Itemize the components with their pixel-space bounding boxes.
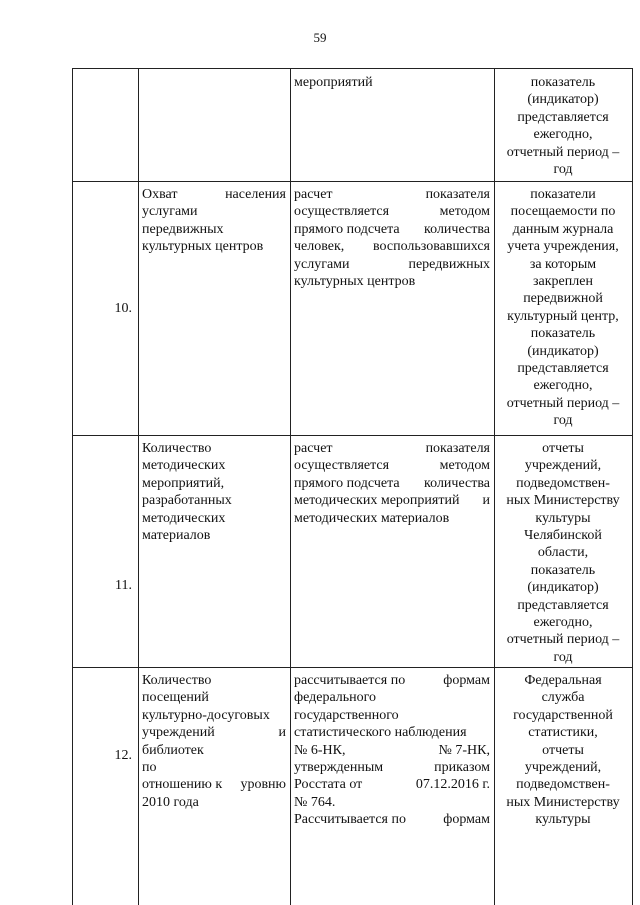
indicator-line bbox=[142, 759, 286, 776]
source-line: отчетный период – bbox=[506, 632, 620, 648]
method-line: № 764. bbox=[294, 794, 336, 810]
page-number: 59 bbox=[313, 30, 327, 45]
method-word: приказом bbox=[434, 760, 490, 776]
method-word: услугами bbox=[294, 256, 350, 272]
method-line: мероприятий bbox=[294, 75, 373, 90]
indicator-line: 2010 года bbox=[142, 794, 199, 810]
method-word: формам bbox=[443, 673, 490, 688]
indicator-line bbox=[142, 186, 286, 203]
source-line: (индикатор) bbox=[527, 343, 599, 359]
source-line: подведомствен- bbox=[516, 475, 610, 491]
method-line bbox=[294, 238, 490, 255]
method-line bbox=[294, 457, 490, 474]
row-number-11: 11. bbox=[115, 578, 132, 593]
source-line: культуры bbox=[535, 812, 591, 828]
indicator-word: населения bbox=[225, 187, 286, 202]
source-line: культурный центр, bbox=[507, 308, 619, 324]
source-cell-r3 bbox=[496, 672, 630, 829]
indicator-line: методических bbox=[142, 458, 226, 474]
indicator-line: услугами bbox=[142, 204, 198, 220]
method-word: и bbox=[482, 493, 490, 509]
method-word: количества bbox=[424, 221, 490, 237]
source-line: учета учреждения, bbox=[507, 239, 619, 255]
method-line bbox=[294, 811, 490, 828]
method-line bbox=[294, 256, 490, 273]
method-line bbox=[294, 440, 490, 457]
row-number-12: 12. bbox=[114, 748, 132, 763]
source-line: ежегодно, bbox=[533, 127, 593, 143]
method-line bbox=[294, 492, 490, 509]
source-line: ежегодно, bbox=[533, 615, 593, 631]
indicator-table bbox=[72, 68, 633, 905]
indicator-line bbox=[142, 776, 286, 793]
source-line: Челябинской bbox=[524, 528, 602, 544]
method-word: человек, bbox=[294, 239, 345, 255]
source-line: учреждений, bbox=[524, 458, 602, 474]
method-cell-r0 bbox=[292, 74, 492, 91]
source-line: (индикатор) bbox=[527, 580, 599, 596]
method-word: осуществляется bbox=[294, 204, 390, 220]
source-line: закреплен bbox=[533, 274, 593, 290]
source-line: данным журнала bbox=[512, 221, 614, 237]
indicator-cell-r2 bbox=[140, 440, 288, 544]
indicator-line: методических bbox=[142, 510, 226, 526]
method-word: передвижных bbox=[408, 256, 490, 272]
method-word: расчет bbox=[294, 441, 333, 456]
source-line: посещаемости по bbox=[510, 204, 616, 220]
source-line: подведомствен- bbox=[516, 777, 610, 793]
method-line bbox=[294, 203, 490, 220]
indicator-cell-r3 bbox=[140, 672, 288, 811]
indicator-line: разработанных bbox=[142, 493, 232, 509]
source-line: ных Министерству bbox=[506, 794, 620, 810]
source-line: отчеты bbox=[542, 441, 584, 456]
source-line: отчетный период – bbox=[506, 395, 620, 411]
indicator-cell-r1 bbox=[140, 186, 288, 256]
indicator-line bbox=[142, 724, 286, 741]
source-line: год bbox=[553, 649, 573, 665]
indicator-line: материалов bbox=[142, 528, 211, 544]
method-line bbox=[294, 776, 490, 793]
method-word: Рассчитывается по bbox=[294, 812, 406, 828]
method-line: методических материалов bbox=[294, 510, 450, 526]
source-line: государственной bbox=[513, 707, 613, 723]
source-line: отчетный период – bbox=[506, 144, 620, 160]
method-line bbox=[294, 186, 490, 203]
method-word: методом bbox=[439, 458, 490, 474]
method-word: Росстата от bbox=[294, 777, 363, 793]
indicator-word: Охват bbox=[142, 187, 178, 202]
method-word: прямого подсчета bbox=[294, 475, 400, 491]
method-word: № 6-НК, bbox=[294, 742, 346, 758]
method-word: методом bbox=[439, 204, 490, 220]
source-line: ных Министерству bbox=[506, 493, 620, 509]
method-line bbox=[294, 475, 490, 492]
source-line: культуры bbox=[535, 510, 591, 526]
source-line: отчеты bbox=[542, 742, 584, 758]
method-word: прямого подсчета bbox=[294, 221, 400, 237]
method-word: утвержденным bbox=[294, 760, 384, 776]
indicator-word: уровню bbox=[240, 777, 286, 793]
method-word: количества bbox=[424, 475, 490, 491]
method-word: № 7-НК, bbox=[438, 742, 490, 758]
indicator-line: Количество bbox=[142, 673, 212, 688]
method-line bbox=[294, 759, 490, 776]
source-line: области, bbox=[537, 545, 589, 561]
indicator-line: культурно-досуговых bbox=[142, 707, 270, 723]
method-word: осуществляется bbox=[294, 458, 390, 474]
method-line bbox=[294, 742, 490, 759]
source-line: представляется bbox=[517, 361, 609, 377]
source-line: служба bbox=[541, 690, 585, 706]
source-line: показатель bbox=[530, 75, 596, 90]
method-cell-r1 bbox=[292, 186, 492, 290]
source-line: представляется bbox=[517, 597, 609, 613]
indicator-word: отношению к bbox=[142, 777, 223, 793]
method-word: методических мероприятий bbox=[294, 493, 460, 509]
method-word: показателя bbox=[425, 187, 490, 202]
method-line bbox=[294, 672, 490, 689]
method-word: формам bbox=[443, 812, 490, 828]
indicator-word: и bbox=[278, 725, 286, 741]
source-line: показатель bbox=[530, 562, 596, 578]
method-line: государственного bbox=[294, 707, 399, 723]
source-line: представляется bbox=[517, 109, 609, 125]
source-line: год bbox=[553, 413, 573, 429]
indicator-line: культурных центров bbox=[142, 239, 264, 255]
source-line: ежегодно, bbox=[533, 378, 593, 394]
indicator-word: по bbox=[142, 760, 157, 776]
source-line: передвижной bbox=[523, 291, 603, 307]
source-line: статистики, bbox=[528, 725, 598, 741]
source-line: (индикатор) bbox=[527, 92, 599, 108]
source-line: показатели bbox=[530, 187, 596, 202]
source-cell-r1 bbox=[496, 186, 630, 430]
source-line: Федеральная bbox=[524, 673, 602, 688]
method-word: 07.12.2016 г. bbox=[415, 777, 490, 793]
indicator-line: посещений bbox=[142, 690, 209, 706]
method-word: рассчитывается по bbox=[294, 673, 406, 688]
source-line: за которым bbox=[529, 256, 597, 272]
method-line: статистического наблюдения bbox=[294, 725, 467, 741]
method-word: показателя bbox=[425, 441, 490, 456]
method-cell-r2 bbox=[292, 440, 492, 527]
method-line bbox=[294, 221, 490, 238]
method-line: федерального bbox=[294, 690, 377, 706]
indicator-line: мероприятий, bbox=[142, 475, 225, 491]
source-line: учреждений, bbox=[524, 760, 602, 776]
source-line: показатель bbox=[530, 326, 596, 342]
source-line: год bbox=[553, 162, 573, 178]
indicator-line: библиотек bbox=[142, 742, 204, 758]
method-cell-r3 bbox=[292, 672, 492, 829]
indicator-word: учреждений bbox=[142, 725, 215, 741]
indicator-line: Количество bbox=[142, 441, 212, 456]
source-cell-r0 bbox=[496, 74, 630, 178]
source-cell-r2 bbox=[496, 440, 630, 666]
indicator-line: передвижных bbox=[142, 221, 224, 237]
method-line: культурных центров bbox=[294, 274, 416, 290]
method-word: расчет bbox=[294, 187, 333, 202]
method-word: воспользовавшихся bbox=[373, 239, 490, 255]
row-number-10: 10. bbox=[114, 301, 132, 316]
